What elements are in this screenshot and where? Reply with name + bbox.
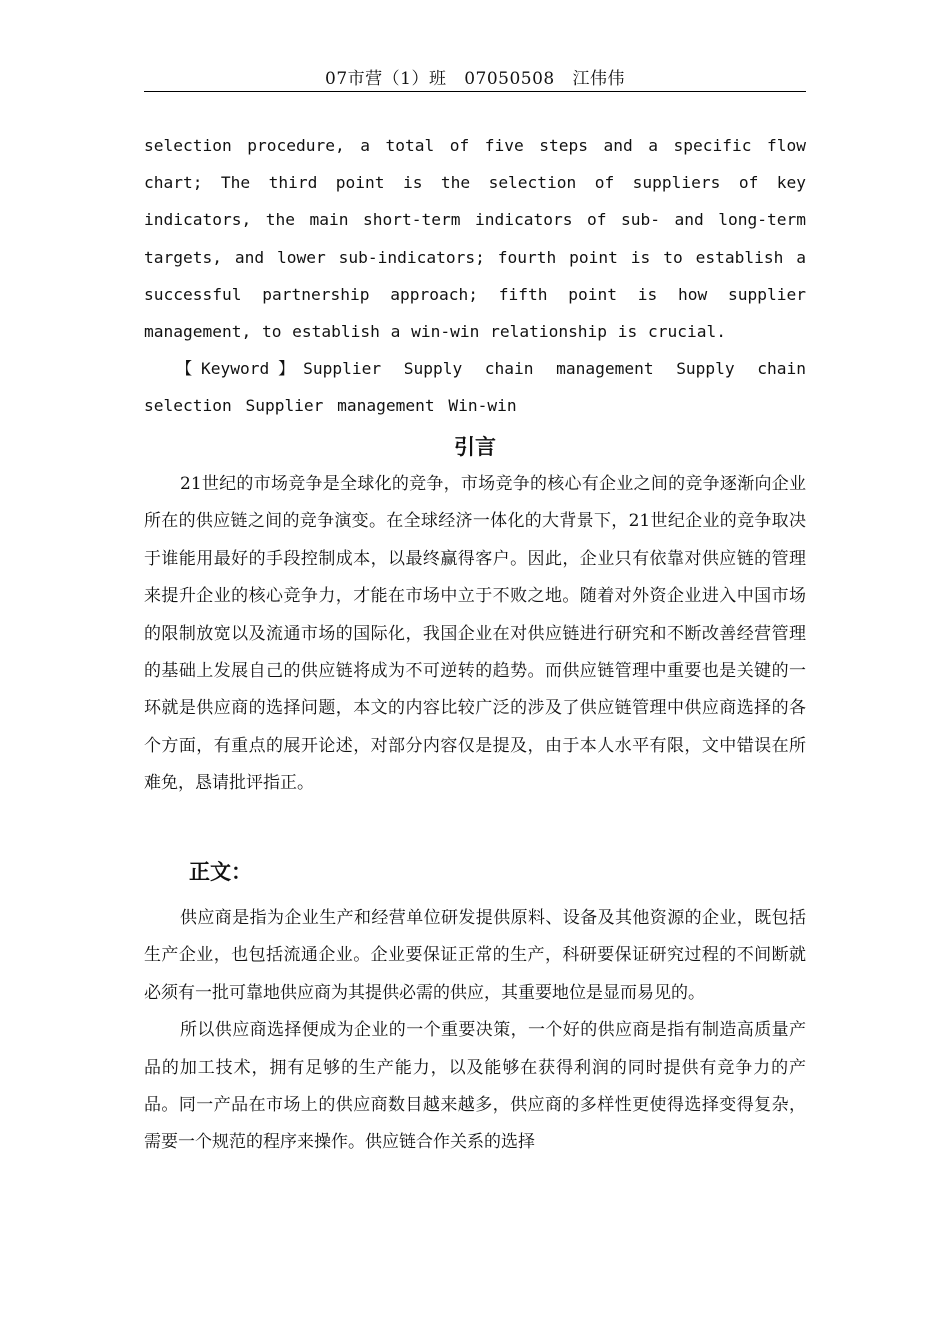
body-paragraph-1: 供应商是指为企业生产和经营单位研发提供原料、设备及其他资源的企业，既包括生产企业，也包括流通企业。企业要保证正常的生产，科研要保证研究过程的不间断就必须有一批可靠地供应商为其提供必需的供应，其重要地位是显而易见的。	[144, 908, 806, 1003]
header-rule	[144, 91, 806, 92]
abstract-paragraph: selection procedure, a total of five steps and a specific flow chart; The third point is the selection of suppliers of key indicators, the main short-term indicators of sub- and long-term targets, and lower sub-indicators; fourth point is to establish a successful partnership approach; fifth point is how supplier management, to establish a win-win relationship is crucial.	[144, 136, 806, 342]
intro-section	[144, 466, 806, 803]
intro-heading: 引言	[454, 435, 496, 459]
intro-paragraph: 21世纪的市场竞争是全球化的竞争，市场竞争的核心有企业之间的竞争逐渐向企业所在的供应链之间的竞争演变。在全球经济一体化的大背景下，21世纪企业的竞争取决于谁能用最好的手段控制成本，以最终赢得客户。因此，企业只有依靠对供应链的管理来提升企业的核心竞争力，才能在市场中立于不败之地。随着对外资企业进入中国市场的限制放宽以及流通市场的国际化，我国企业在对供应链进行研究和不断改善经营管理的基础上发展自己的供应链将成为不可逆转的趋势。而供应链管理中重要也是关键的一环就是供应商的选择问题，本文的内容比较广泛的涉及了供应链管理中供应商选择的各个方面，有重点的展开论述，对部分内容仅是提及，由于本人水平有限，文中错误在所难免，恳请批评指正。	[144, 474, 806, 794]
english-abstract	[144, 127, 806, 425]
body-section	[144, 900, 806, 1162]
body-paragraph-2: 所以供应商选择便成为企业的一个重要决策，一个好的供应商是指有制造高质量产品的加工技术，拥有足够的生产能力，以及能够在获得利润的同时提供有竞争力的产品。同一产品在市场上的供应商数目越来越多，供应商的多样性更使得选择变得复杂，需要一个规范的程序来操作。供应链合作关系的选择	[144, 1020, 806, 1153]
body-heading: 正文：	[189, 860, 252, 884]
keywords-line: 【Keyword】Supplier Supply chain management Supply chain selection Supplier management Win-win	[144, 359, 806, 416]
page-header: 07市营（1）班 07050508 江伟伟	[325, 69, 625, 89]
